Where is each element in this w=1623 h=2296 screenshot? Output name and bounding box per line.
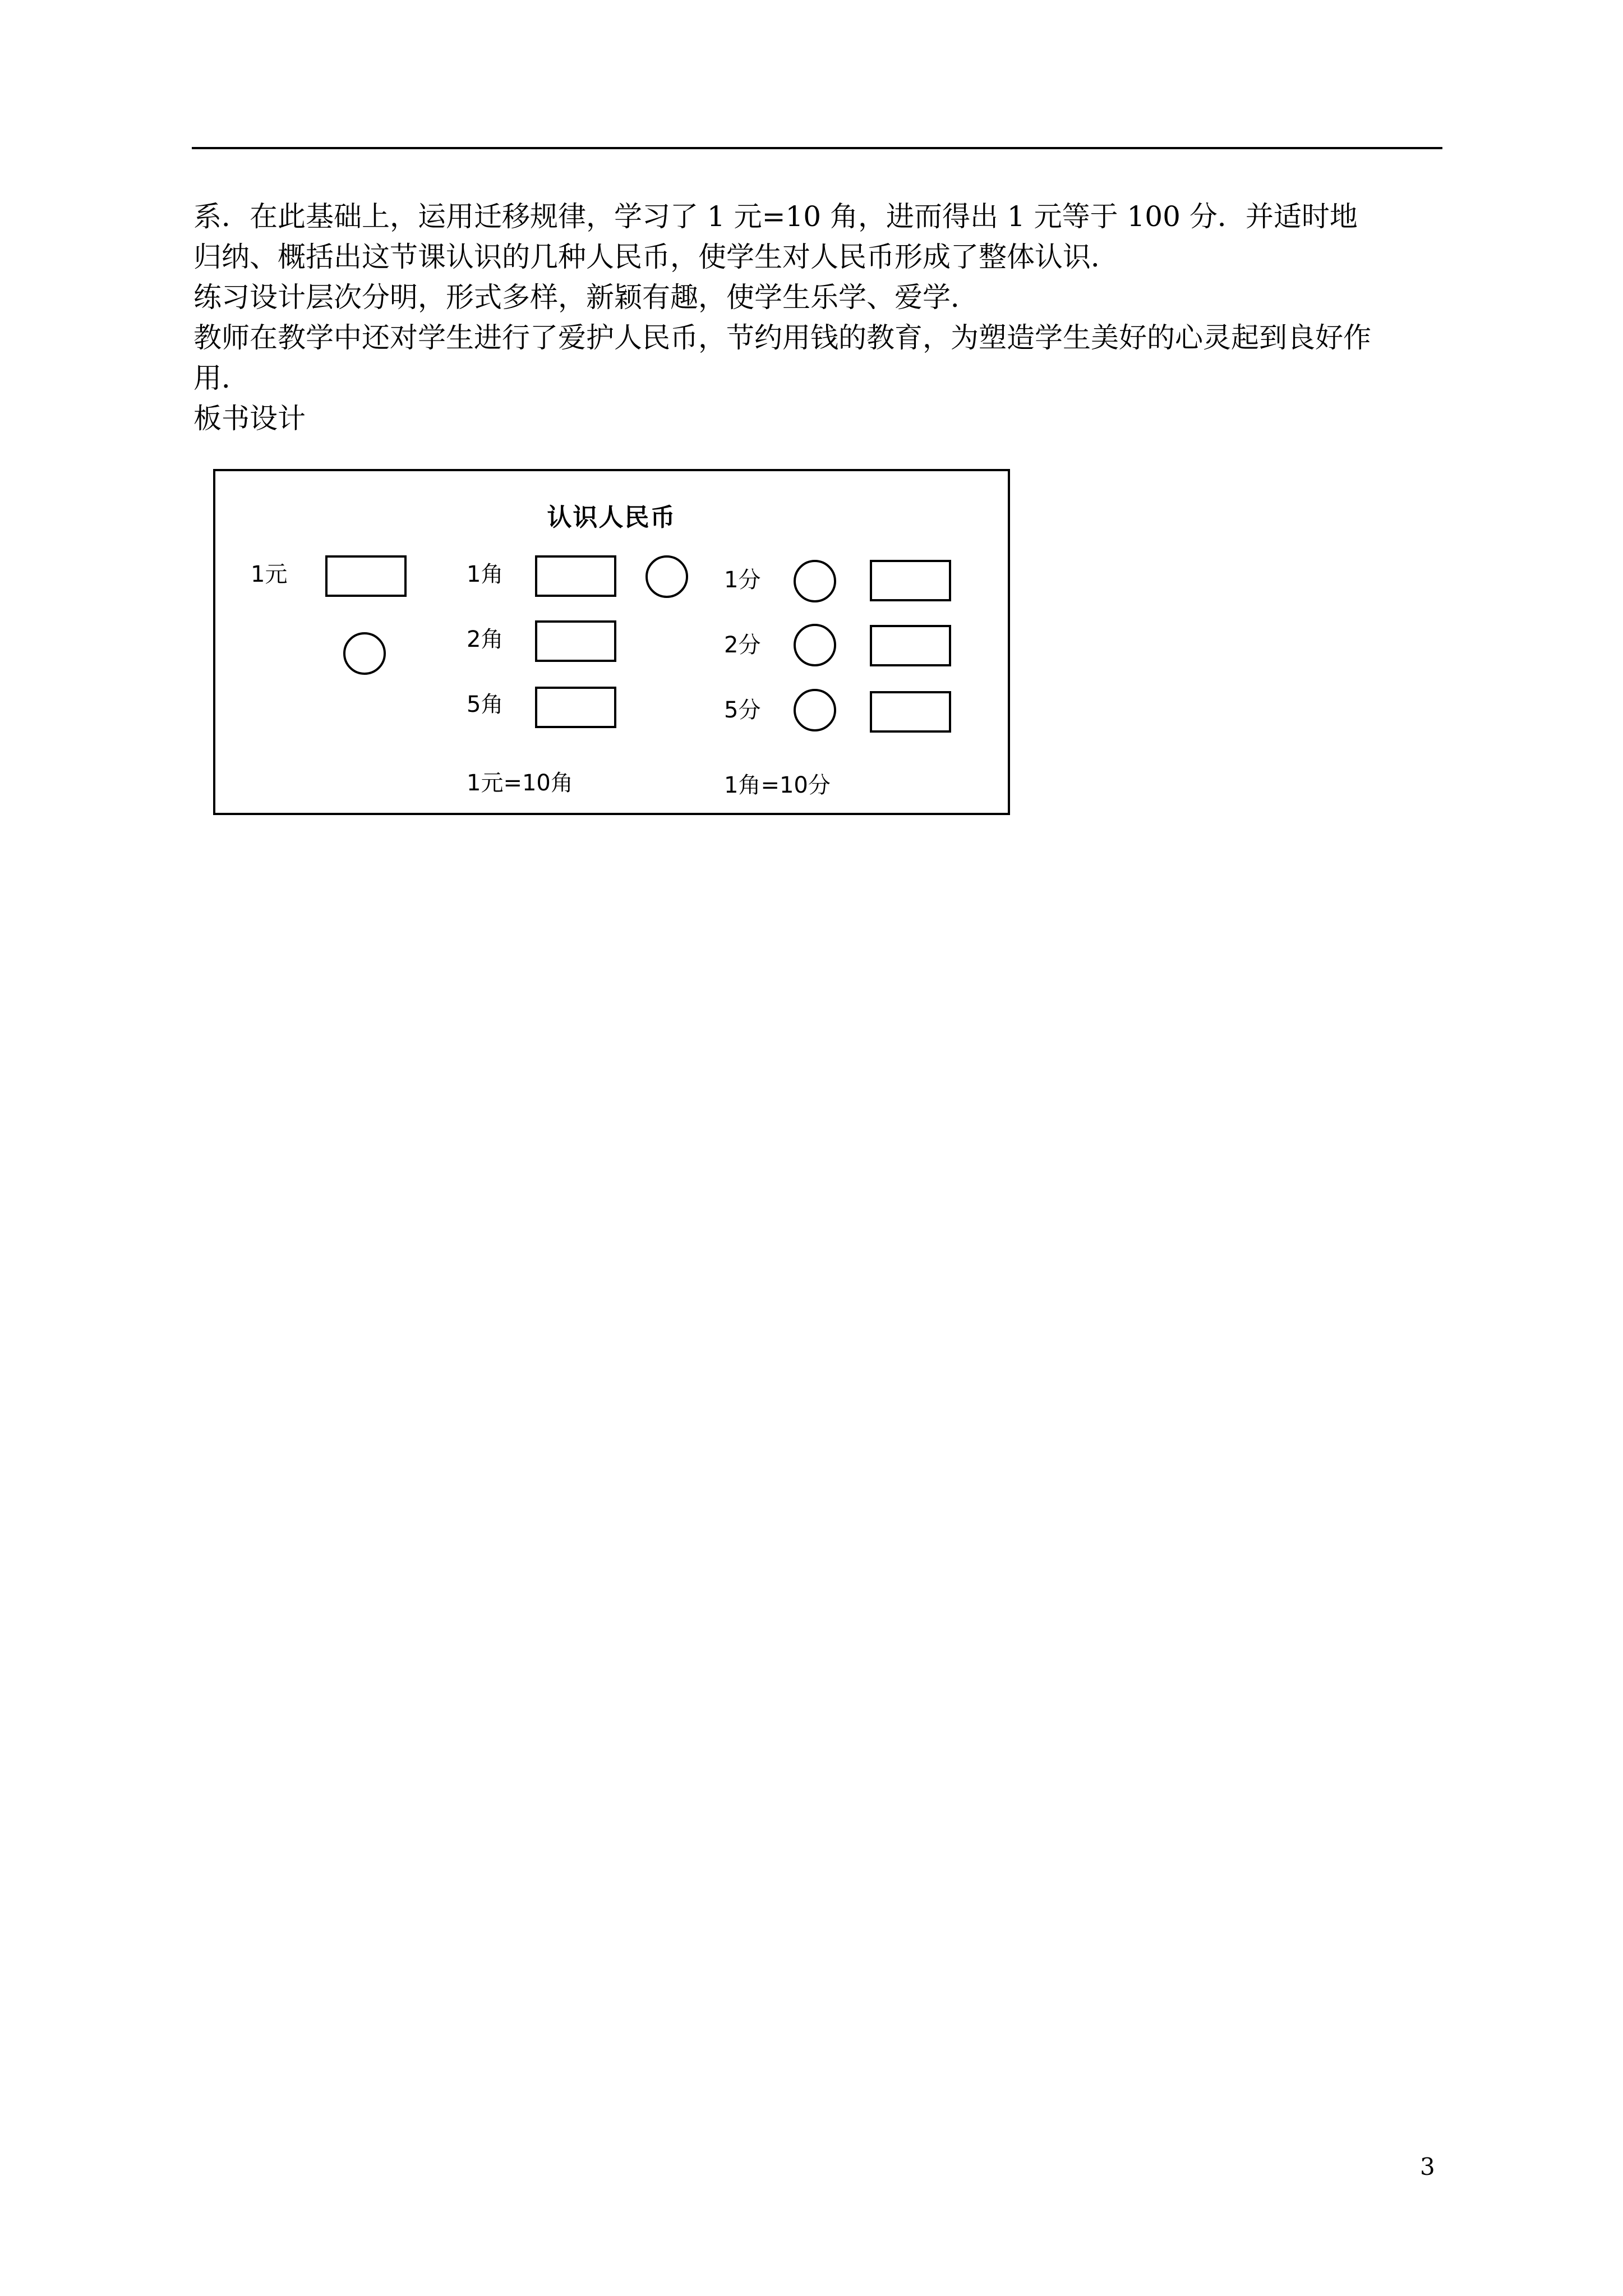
paragraph-line: 系．在此基础上，运用迁移规律，学习了 1 元=10 角，进而得出 1 元等于 100 分．并适时地 — [193, 200, 1358, 233]
body-text — [193, 196, 1450, 439]
slot-1-yuan-rect — [325, 555, 407, 597]
label-1-fen: 1分 — [724, 567, 761, 593]
label-1-jiao: 1角 — [467, 562, 504, 587]
equation-yuan-jiao: 1元=10角 — [467, 770, 573, 796]
slot-2-fen-circle — [794, 624, 836, 666]
label-2-jiao: 2角 — [467, 627, 504, 652]
label-5-jiao: 5角 — [467, 692, 504, 717]
slot-5-fen-rect — [870, 691, 951, 733]
slot-5-fen-circle — [794, 689, 836, 731]
slot-2-jiao-rect — [535, 620, 616, 662]
slot-1-jiao-circle — [645, 555, 688, 598]
paragraph-line: 练习设计层次分明，形式多样，新颖有趣，使学生乐学、爱学． — [193, 281, 979, 314]
slot-5-jiao-rect — [535, 687, 616, 728]
label-2-fen: 2分 — [724, 632, 761, 658]
slot-1-fen-rect — [870, 560, 951, 601]
page-number: 3 — [1420, 2153, 1435, 2180]
slot-1-jiao-rect — [535, 555, 616, 597]
slot-1-yuan-circle — [343, 632, 386, 675]
slot-1-fen-circle — [794, 560, 836, 602]
label-5-fen: 5分 — [724, 697, 761, 723]
blackboard-design — [213, 469, 1010, 815]
board-title: 认识人民币 — [547, 503, 676, 532]
section-heading: 板书设计 — [193, 402, 306, 435]
header-rule — [192, 147, 1442, 149]
paragraph-line: 归纳、概括出这节课认识的几种人民币，使学生对人民币形成了整体认识． — [193, 241, 1119, 273]
label-1-yuan: 1元 — [251, 562, 288, 587]
equation-jiao-fen: 1角=10分 — [724, 772, 831, 798]
slot-2-fen-rect — [870, 625, 951, 666]
paragraph-line: 教师在教学中还对学生进行了爱护人民币，节约用钱的教育，为塑造学生美好的心灵起到良好作 — [193, 321, 1371, 354]
paragraph-line: 用． — [193, 362, 250, 394]
